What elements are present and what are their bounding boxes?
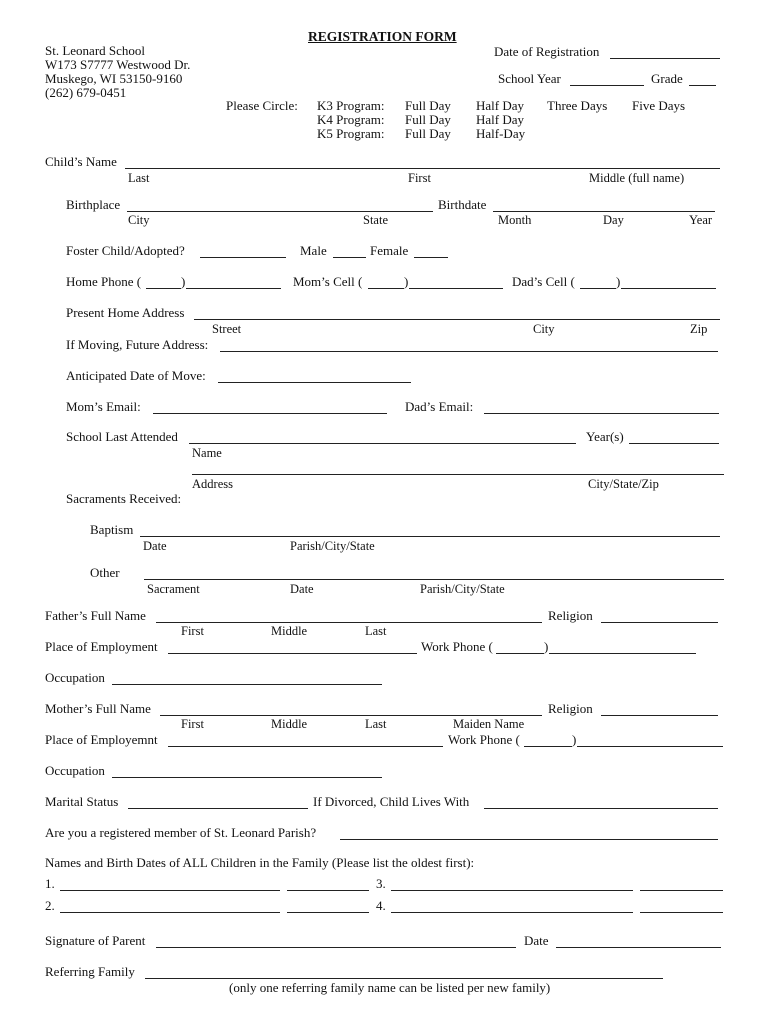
k3-full-day-option[interactable]: Full Day xyxy=(405,98,451,113)
home-phone-label: Home Phone ( xyxy=(66,274,142,289)
dads-email-label: Dad’s Email: xyxy=(405,399,474,414)
divorced-field[interactable] xyxy=(484,808,718,809)
child-3-date-field[interactable] xyxy=(640,890,723,891)
date-of-registration-label: Date of Registration xyxy=(494,44,600,59)
k5-full-day-option[interactable]: Full Day xyxy=(405,126,451,141)
mother-work-phone-paren: ) xyxy=(572,732,577,747)
birthplace-label: Birthplace xyxy=(66,197,121,212)
first-caption: First xyxy=(408,171,431,185)
dads-email-field[interactable] xyxy=(484,413,719,414)
school-name: St. Leonard School xyxy=(45,43,146,58)
years-label: Year(s) xyxy=(586,429,624,444)
child-number-4: 4. xyxy=(376,898,386,913)
address-city-caption: City xyxy=(533,322,555,336)
school-year-field[interactable] xyxy=(570,85,644,86)
male-field[interactable] xyxy=(333,257,366,258)
sacrament-caption: Sacrament xyxy=(147,582,200,596)
school-city: Muskego, WI 53150-9160 xyxy=(45,71,183,86)
mother-religion-field[interactable] xyxy=(601,715,718,716)
father-middle-caption: Middle xyxy=(271,624,308,638)
birthdate-label: Birthdate xyxy=(438,197,487,212)
father-religion-label: Religion xyxy=(548,608,593,623)
other-sacrament-field[interactable] xyxy=(144,579,724,580)
day-caption: Day xyxy=(603,213,624,227)
school-year-label: School Year xyxy=(498,71,561,86)
child-1-name-field[interactable] xyxy=(60,890,280,891)
foster-adopted-field[interactable] xyxy=(200,257,286,258)
five-days-option[interactable]: Five Days xyxy=(632,98,686,113)
mother-work-phone-area-field[interactable] xyxy=(524,746,572,747)
mother-name-field[interactable] xyxy=(160,715,542,716)
child-2-date-field[interactable] xyxy=(287,912,369,913)
divorced-label: If Divorced, Child Lives With xyxy=(313,794,470,809)
three-days-option[interactable]: Three Days xyxy=(547,98,608,113)
childs-name-field[interactable] xyxy=(125,168,720,169)
children-heading: Names and Birth Dates of ALL Children in the Family (Please list the oldest first): xyxy=(45,855,475,870)
grade-field[interactable] xyxy=(689,85,716,86)
form-title: REGISTRATION FORM xyxy=(308,29,457,44)
father-name-field[interactable] xyxy=(156,622,542,623)
baptism-parish-caption: Parish/City/State xyxy=(290,539,375,553)
baptism-label: Baptism xyxy=(90,522,134,537)
father-occupation-field[interactable] xyxy=(112,684,382,685)
referring-note: (only one referring family name can be listed per new family) xyxy=(229,980,551,995)
school-last-attended-label: School Last Attended xyxy=(66,429,178,444)
mother-last-caption: Last xyxy=(365,717,387,731)
signature-label: Signature of Parent xyxy=(45,933,146,948)
mother-first-caption: First xyxy=(181,717,204,731)
marital-status-field[interactable] xyxy=(128,808,308,809)
father-employment-label: Place of Employment xyxy=(45,639,158,654)
child-1-date-field[interactable] xyxy=(287,890,369,891)
sacrament-parish-caption: Parish/City/State xyxy=(420,582,505,596)
mother-religion-label: Religion xyxy=(548,701,593,716)
mother-name-label: Mother’s Full Name xyxy=(45,701,151,716)
school-address-caption: Address xyxy=(192,477,233,491)
child-number-3: 3. xyxy=(376,876,386,891)
father-work-phone-field[interactable] xyxy=(549,653,696,654)
present-address-label: Present Home Address xyxy=(66,305,185,320)
child-number-2: 2. xyxy=(45,898,55,913)
moms-cell-area-field[interactable] xyxy=(368,288,404,289)
referring-family-label: Referring Family xyxy=(45,964,135,979)
other-sacrament-label: Other xyxy=(90,565,120,580)
father-name-label: Father’s Full Name xyxy=(45,608,146,623)
k5-half-day-option[interactable]: Half-Day xyxy=(476,126,526,141)
female-label: Female xyxy=(370,243,409,258)
k3-half-day-option[interactable]: Half Day xyxy=(476,98,525,113)
future-address-field[interactable] xyxy=(220,351,718,352)
k4-full-day-option[interactable]: Full Day xyxy=(405,112,451,127)
foster-adopted-label: Foster Child/Adopted? xyxy=(66,243,185,258)
mother-occupation-label: Occupation xyxy=(45,763,105,778)
sacraments-label: Sacraments Received: xyxy=(66,491,182,506)
mother-work-phone-label: Work Phone ( xyxy=(448,732,520,747)
dads-cell-area-field[interactable] xyxy=(580,288,616,289)
father-religion-field[interactable] xyxy=(601,622,718,623)
childs-name-label: Child’s Name xyxy=(45,154,117,169)
baptism-field[interactable] xyxy=(140,536,720,537)
mother-middle-caption: Middle xyxy=(271,717,308,731)
zip-caption: Zip xyxy=(690,322,708,336)
grade-label: Grade xyxy=(651,71,683,86)
k3-program-label: K3 Program: xyxy=(317,98,385,113)
home-phone-field[interactable] xyxy=(186,288,281,289)
school-name-caption: Name xyxy=(192,446,222,460)
please-circle-label: Please Circle: xyxy=(226,98,298,113)
father-last-caption: Last xyxy=(365,624,387,638)
signature-field[interactable] xyxy=(156,947,516,948)
child-4-date-field[interactable] xyxy=(640,912,723,913)
future-address-label: If Moving, Future Address: xyxy=(66,337,209,352)
mother-maiden-caption: Maiden Name xyxy=(453,717,525,731)
year-caption: Year xyxy=(689,213,713,227)
baptism-date-caption: Date xyxy=(143,539,167,553)
male-label: Male xyxy=(300,243,327,258)
home-phone-paren: ) xyxy=(181,274,186,289)
father-first-caption: First xyxy=(181,624,204,638)
school-address-field[interactable] xyxy=(192,474,724,475)
father-work-phone-area-field[interactable] xyxy=(496,653,544,654)
last-caption: Last xyxy=(128,171,150,185)
school-last-attended-field[interactable] xyxy=(189,443,576,444)
father-employment-field[interactable] xyxy=(168,653,417,654)
date-of-registration-field[interactable] xyxy=(610,58,720,59)
moms-email-field[interactable] xyxy=(153,413,387,414)
child-number-1: 1. xyxy=(45,876,55,891)
mother-occupation-field[interactable] xyxy=(112,777,382,778)
k4-half-day-option[interactable]: Half Day xyxy=(476,112,525,127)
anticipated-move-field[interactable] xyxy=(218,382,411,383)
school-street: W173 S7777 Westwood Dr. xyxy=(45,57,191,72)
middle-caption: Middle (full name) xyxy=(589,171,685,185)
child-4-name-field[interactable] xyxy=(391,912,633,913)
dads-cell-label: Dad’s Cell ( xyxy=(512,274,575,289)
mother-work-phone-field[interactable] xyxy=(577,746,723,747)
moms-cell-label: Mom’s Cell ( xyxy=(293,274,363,289)
marital-status-label: Marital Status xyxy=(45,794,119,809)
child-3-name-field[interactable] xyxy=(391,890,633,891)
birthplace-field[interactable] xyxy=(127,211,433,212)
father-work-phone-paren: ) xyxy=(544,639,549,654)
signature-date-field[interactable] xyxy=(556,947,721,948)
month-caption: Month xyxy=(498,213,532,227)
school-phone: (262) 679-0451 xyxy=(45,85,127,100)
child-2-name-field[interactable] xyxy=(60,912,280,913)
registered-member-label: Are you a registered member of St. Leonard Parish? xyxy=(45,825,317,840)
signature-date-label: Date xyxy=(524,933,549,948)
moms-cell-field[interactable] xyxy=(409,288,503,289)
father-occupation-label: Occupation xyxy=(45,670,105,685)
dads-cell-paren: ) xyxy=(616,274,621,289)
street-caption: Street xyxy=(212,322,242,336)
present-address-field[interactable] xyxy=(194,319,720,320)
home-phone-area-field[interactable] xyxy=(146,288,181,289)
referring-family-field[interactable] xyxy=(145,978,663,979)
moms-email-label: Mom’s Email: xyxy=(66,399,141,414)
female-field[interactable] xyxy=(414,257,448,258)
birthdate-field[interactable] xyxy=(493,211,715,212)
years-field[interactable] xyxy=(629,443,719,444)
k5-program-label: K5 Program: xyxy=(317,126,385,141)
state-caption: State xyxy=(363,213,388,227)
moms-cell-paren: ) xyxy=(404,274,409,289)
father-work-phone-label: Work Phone ( xyxy=(421,639,493,654)
mother-employment-field[interactable] xyxy=(168,746,443,747)
sacrament-date-caption: Date xyxy=(290,582,314,596)
city-state-zip-caption: City/State/Zip xyxy=(588,477,659,491)
k4-program-label: K4 Program: xyxy=(317,112,385,127)
registered-member-field[interactable] xyxy=(340,839,718,840)
mother-employment-label: Place of Employemnt xyxy=(45,732,158,747)
city-caption: City xyxy=(128,213,150,227)
anticipated-move-label: Anticipated Date of Move: xyxy=(66,368,206,383)
dads-cell-field[interactable] xyxy=(621,288,716,289)
